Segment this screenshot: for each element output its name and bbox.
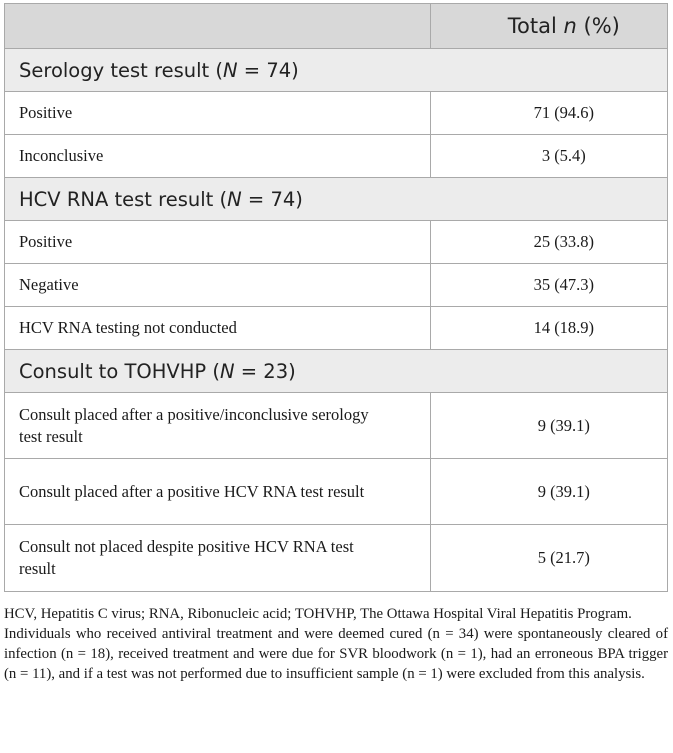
section-consult: [5, 350, 668, 393]
row-label: HCV RNA testing not conducted: [5, 307, 431, 350]
table-row: [5, 307, 668, 350]
row-value: 3 (5.4): [430, 135, 667, 178]
row-label: Positive: [5, 221, 431, 264]
header-total-cell: Total n (%): [430, 4, 667, 49]
section-title: Serology test result (N = 74): [5, 49, 668, 92]
table-footnotes: [4, 604, 668, 684]
section-title: Consult to TOHVHP (N = 23): [5, 350, 668, 393]
table-header-row: [5, 4, 668, 49]
section-serology: [5, 49, 668, 92]
table-row: [5, 459, 668, 525]
abbreviations-note: HCV, Hepatitis C virus; RNA, Ribonucleic acid; TOHVHP, The Ottawa Hospital Viral Hepatitis Program.: [4, 606, 632, 622]
row-label: Consult placed after a positive HCV RNA test result: [5, 459, 431, 525]
row-label: Consult placed after a positive/inconclusive serology test result: [5, 393, 431, 459]
row-value: 9 (39.1): [430, 393, 667, 459]
results-table: [4, 3, 668, 592]
row-label: Inconclusive: [5, 135, 431, 178]
table-row: [5, 393, 668, 459]
row-value: 71 (94.6): [430, 92, 667, 135]
row-label: Consult not placed despite positive HCV RNA test result: [5, 525, 431, 592]
table-row: [5, 135, 668, 178]
row-value: 35 (47.3): [430, 264, 667, 307]
section-title: HCV RNA test result (N = 74): [5, 178, 668, 221]
table-row: [5, 525, 668, 592]
table-row: [5, 92, 668, 135]
table-row: [5, 221, 668, 264]
table-row: [5, 264, 668, 307]
row-label: Positive: [5, 92, 431, 135]
row-label: Negative: [5, 264, 431, 307]
row-value: 14 (18.9): [430, 307, 667, 350]
row-value: 5 (21.7): [430, 525, 667, 592]
header-empty-cell: [5, 4, 431, 49]
row-value: 25 (33.8): [430, 221, 667, 264]
section-hcv-rna: [5, 178, 668, 221]
exclusions-note: Individuals who received antiviral treatment and were deemed cured (n = 34) were spontaneously cleared of infection (n = 18), received treatment and were due for SVR bloodwork (n = 1), had an erroneous BPA trigger (n = 11), and if a test was not performed due to insufficient sample (n = 1) were excluded from this analysis.: [4, 626, 668, 682]
row-value: 9 (39.1): [430, 459, 667, 525]
